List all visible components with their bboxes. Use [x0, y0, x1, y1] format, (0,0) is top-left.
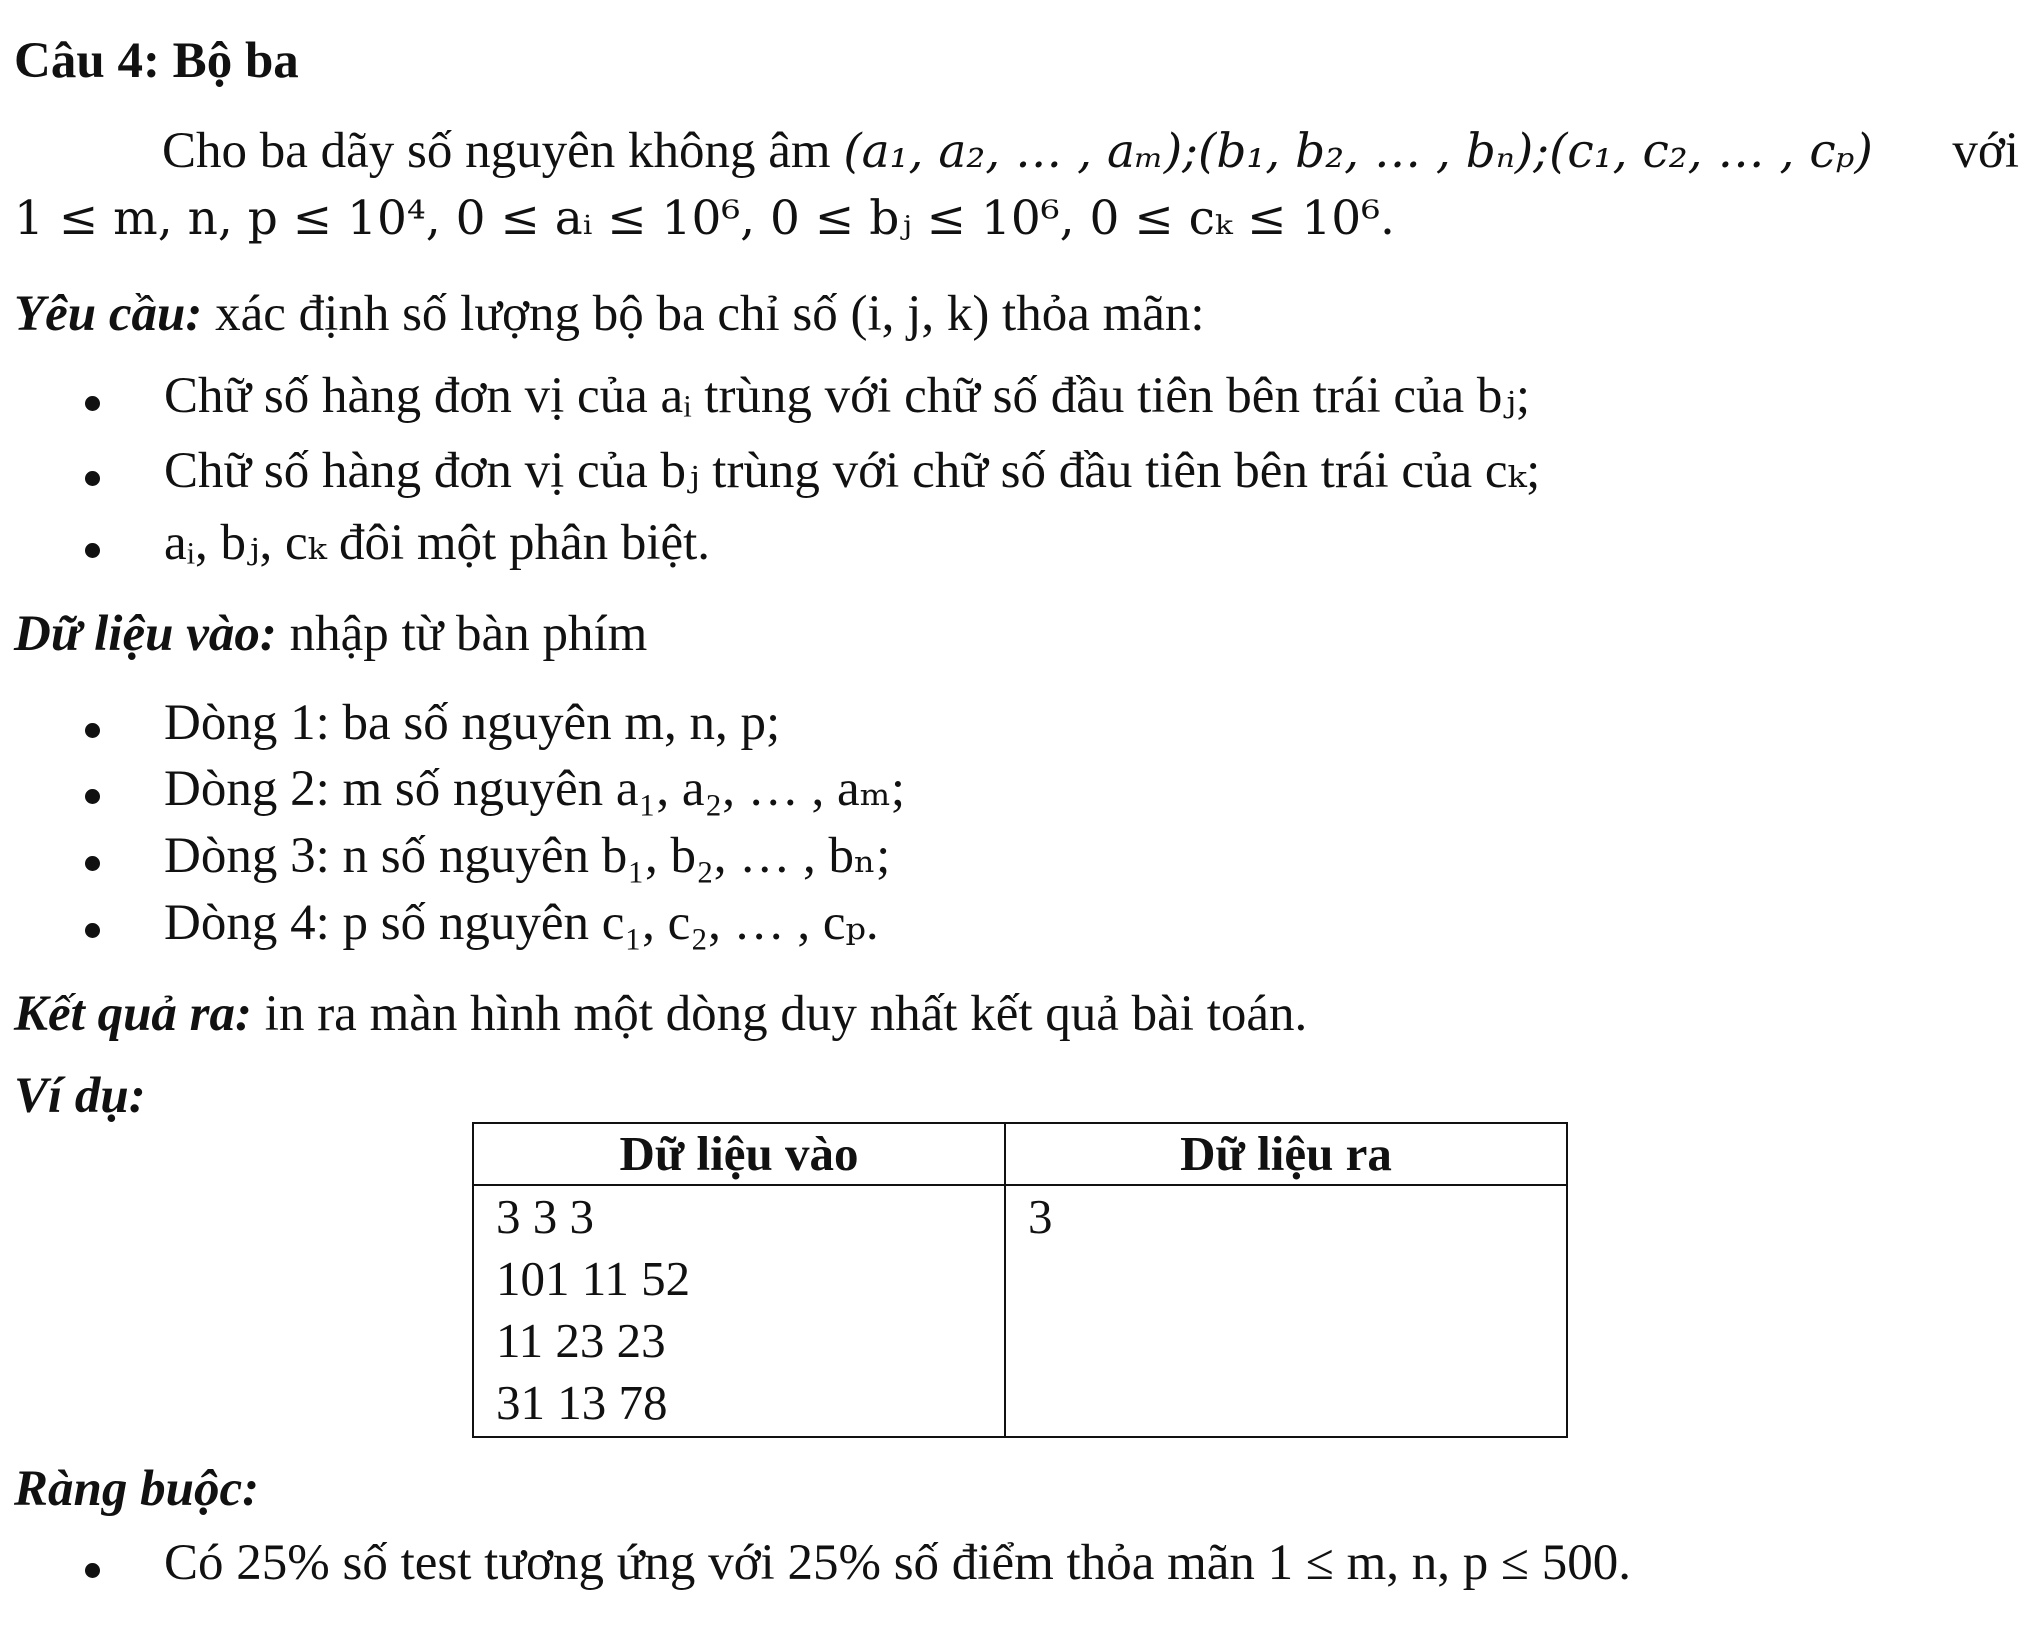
- sequence-c: (c₁, c₂, … , cₚ): [1549, 124, 1873, 179]
- constraints-label: Ràng buộc:: [14, 1461, 260, 1517]
- table-header-input: Dữ liệu vào: [473, 1123, 1005, 1185]
- intro-line-1: [14, 120, 2019, 184]
- example-input-line: 3 3 3: [496, 1189, 594, 1244]
- requirement-line: [14, 283, 1205, 347]
- requirement-text: xác định số lượng bộ ba chỉ số (i, j, k) thỏa mãn:: [215, 286, 1205, 342]
- problem-title: Câu 4: Bộ ba: [14, 33, 299, 89]
- input-line: [14, 603, 647, 667]
- example-input-cell: [473, 1185, 1005, 1437]
- input-bullet-text: Dòng 4: p số nguyên c₁, c₂, … , cₚ.: [164, 895, 879, 951]
- input-bullet-text: Dòng 3: n số nguyên b₁, b₂, … , bₙ;: [164, 828, 891, 884]
- sequence-b: (b₁, b₂, … , bₙ);: [1198, 124, 1550, 179]
- example-input-line: 101 11 52: [496, 1251, 691, 1306]
- example-table: [472, 1122, 1568, 1438]
- example-input-line: 31 13 78: [496, 1375, 668, 1430]
- requirement-bullet-text: aᵢ, bⱼ, cₖ đôi một phân biệt.: [164, 515, 711, 571]
- output-line: [14, 983, 1307, 1047]
- sequence-a: (a₁, a₂, … , aₘ);: [843, 124, 1198, 179]
- requirement-label: Yêu cầu:: [14, 286, 203, 342]
- requirement-bullet-text: Chữ số hàng đơn vị của aᵢ trùng với chữ số đầu tiên bên trái của bⱼ;: [164, 368, 1531, 424]
- input-label: Dữ liệu vào:: [14, 606, 277, 662]
- input-text: nhập từ bàn phím: [289, 606, 648, 662]
- intro-with: với: [1952, 123, 2019, 179]
- table-header-row: [473, 1123, 1567, 1185]
- example-output-cell: [1005, 1185, 1567, 1437]
- input-bullet-text: Dòng 1: ba số nguyên m, n, p;: [164, 695, 781, 751]
- table-header-output: Dữ liệu ra: [1005, 1123, 1567, 1185]
- intro-constraints: 1 ≤ m, n, p ≤ 10⁴, 0 ≤ aᵢ ≤ 10⁶, 0 ≤ bⱼ ≤ 10⁶, 0 ≤ cₖ ≤ 10⁶.: [14, 191, 1395, 246]
- example-input-line: 11 23 23: [496, 1313, 666, 1368]
- output-label: Kết quả ra:: [14, 986, 253, 1042]
- example-output-line: 3: [1028, 1189, 1053, 1244]
- requirement-bullet-text: Chữ số hàng đơn vị của bⱼ trùng với chữ số đầu tiên bên trái của cₖ;: [164, 443, 1541, 499]
- intro-lead: Cho ba dãy số nguyên không âm (a₁, a₂, … , aₘ);(b₁, b₂, … , bₙ);(c₁, c₂, … , cₚ): [162, 123, 1873, 179]
- table-row: [473, 1185, 1567, 1437]
- constraint-bullet-text: Có 25% số test tương ứng với 25% số điểm thỏa mãn 1 ≤ m, n, p ≤ 500.: [164, 1535, 1632, 1591]
- example-label: Ví dụ:: [14, 1068, 146, 1124]
- input-bullet-text: Dòng 2: m số nguyên a₁, a₂, … , aₘ;: [164, 761, 906, 817]
- output-text: in ra màn hình một dòng duy nhất kết quả bài toán.: [264, 986, 1308, 1042]
